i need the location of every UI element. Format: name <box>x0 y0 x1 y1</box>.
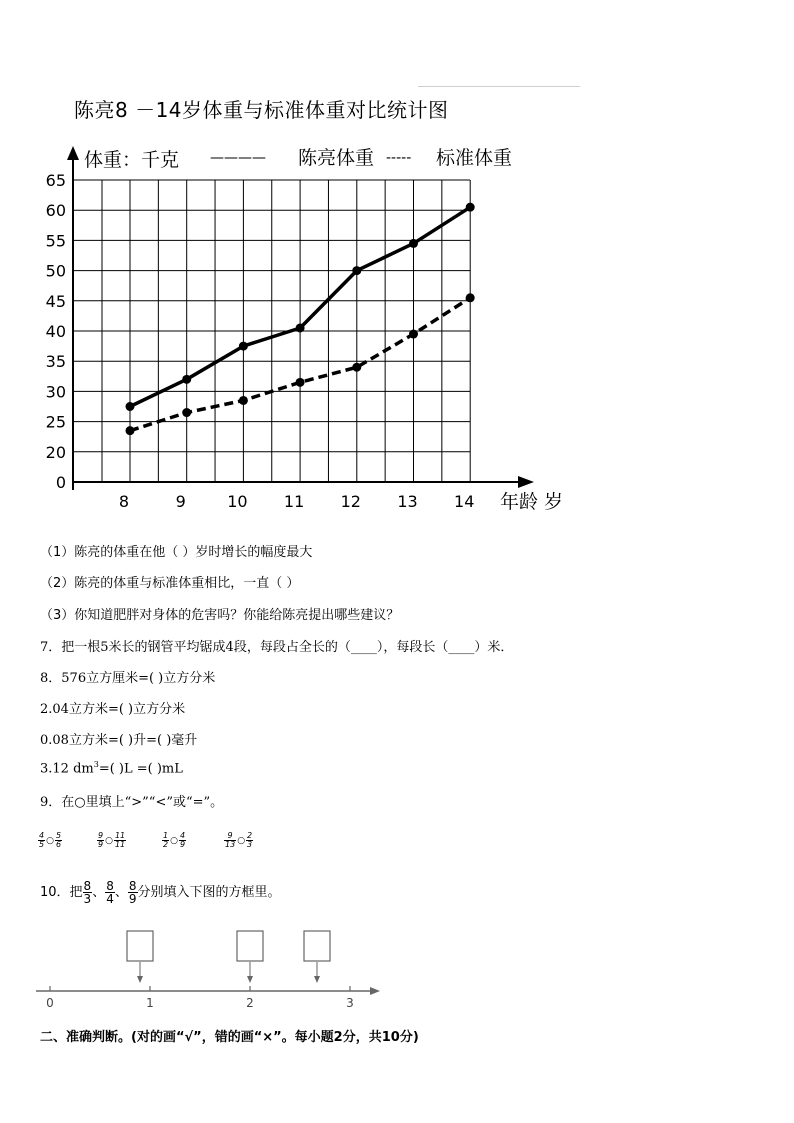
question-8-b: 2.04立方米=( )立方分米 <box>40 702 186 717</box>
answer-arrowhead <box>247 976 253 983</box>
series-1-point <box>182 375 191 384</box>
weight-line-chart <box>0 0 794 530</box>
circle-blank[interactable]: ○ <box>237 835 246 846</box>
series-2-point <box>239 396 248 405</box>
answer-arrowhead <box>314 976 320 983</box>
question-2: （2）陈亮的体重与标准体重相比，一直（ ） <box>40 576 300 591</box>
answer-arrowhead <box>137 976 143 983</box>
question-1: （1）陈亮的体重在他（ ）岁时增长的幅度最大 <box>40 545 313 560</box>
circle-blank[interactable]: ○ <box>105 835 113 846</box>
fraction: $\frac{1}{2}$ <box>163 831 169 849</box>
q8d-prefix: 3.12 dm <box>40 761 94 777</box>
fraction: $\frac{5}{6}$ <box>55 831 62 849</box>
y-tick-label: 0 <box>55 473 66 492</box>
question-8-a: 8．576立方厘米=( )立方分米 <box>40 671 216 686</box>
answer-box <box>304 931 330 961</box>
compare-item-1 <box>38 832 62 849</box>
fraction: $\frac{4}{5}$ <box>39 831 45 849</box>
question-8-c: 0.08立方米=( )升=( )毫升 <box>40 733 198 748</box>
y-tick-label: 30 <box>45 382 66 402</box>
number-line-arrow <box>370 987 380 995</box>
fraction: $\frac{9}{9}$ <box>98 831 104 849</box>
compare-item-3 <box>162 832 186 849</box>
fraction: $\frac{8}{4}$ <box>106 879 114 906</box>
chart-title: 陈亮8 －14岁体重与标准体重对比统计图 <box>74 98 449 122</box>
x-tick-labels <box>119 492 474 511</box>
y-tick-label: 65 <box>45 171 66 190</box>
y-tick-labels <box>46 171 66 492</box>
y-tick-label: 60 <box>45 201 66 221</box>
series-1-point <box>239 342 248 351</box>
fraction: $\frac{9}{13}$ <box>225 831 236 849</box>
x-tick-label: 9 <box>175 492 186 511</box>
number-line-boxes <box>127 931 330 983</box>
question-9: 9．在○里填上“>”“<”或“=”。 <box>40 795 224 810</box>
y-tick-label: 40 <box>45 322 66 341</box>
y-tick-label: 35 <box>45 352 66 372</box>
series-1-point <box>126 402 135 411</box>
series-2-point <box>409 330 418 339</box>
number-line-ticks <box>46 986 354 1010</box>
legend-solid-marker: ———— <box>210 150 266 166</box>
x-axis-arrow <box>518 476 534 488</box>
series-2-point <box>126 426 135 435</box>
series-1-point <box>466 203 475 212</box>
answer-box <box>237 931 263 961</box>
fraction: $\frac{4}{9}$ <box>179 831 186 849</box>
x-tick-label: 8 <box>118 492 130 511</box>
question-10: 10．把 $\frac{8}{3}$ 、 $\frac{8}{4}$ 、 $\frac{8}{9}$ 分别填入下图的方框里。 <box>40 879 281 906</box>
circle-blank[interactable]: ○ <box>46 835 54 846</box>
compare-item-2 <box>97 832 126 849</box>
y-axis-label: 体重：千克 <box>84 149 180 171</box>
x-tick-label: 11 <box>283 492 305 511</box>
series-1-point <box>409 239 418 248</box>
series-1-point <box>296 323 305 332</box>
x-tick-label: 13 <box>397 492 418 511</box>
number-line-label: 3 <box>346 996 354 1010</box>
series-2-point <box>182 408 191 417</box>
series-2-point <box>466 293 475 302</box>
answer-box <box>127 931 153 961</box>
compare-item-4 <box>224 832 253 849</box>
number-line-label: 1 <box>146 996 154 1010</box>
x-tick-label: 14 <box>454 492 475 511</box>
y-tick-label: 20 <box>45 442 66 462</box>
legend-solid-label: 陈亮体重 <box>298 147 375 169</box>
section-2-heading: 二、准确判断。(对的画“√”，错的画“×”。每小题2分，共10分) <box>40 1030 419 1045</box>
q8d-suffix: =( )L =( )mL <box>98 761 183 777</box>
x-axis-label: 年龄 岁 <box>500 491 564 513</box>
x-tick-label: 10 <box>227 492 248 511</box>
fraction: $\frac{8}{3}$ <box>83 879 92 906</box>
legend-dashed-marker: ----- <box>386 150 412 166</box>
series-2-point <box>352 363 361 372</box>
y-tick-label: 50 <box>45 261 66 281</box>
series-1-point <box>352 266 361 275</box>
question-3: （3）你知道肥胖对身体的危害吗？你能给陈亮提出哪些建议？ <box>40 608 400 623</box>
y-axis-arrow <box>67 146 79 160</box>
number-line-label: 0 <box>46 996 54 1010</box>
x-tick-label: 12 <box>340 492 361 511</box>
circle-blank[interactable]: ○ <box>170 835 178 846</box>
fraction: $\frac{2}{3}$ <box>247 831 253 849</box>
fraction: $\frac{8}{9}$ <box>128 879 137 906</box>
question-8-d <box>40 760 183 776</box>
legend-dashed-label: 标准体重 <box>436 147 513 169</box>
fraction: $\frac{11}{11}$ <box>114 831 126 849</box>
chart-legend <box>84 147 512 171</box>
y-tick-label: 25 <box>45 412 66 432</box>
y-tick-label: 45 <box>45 291 66 311</box>
number-line-label: 2 <box>246 996 254 1010</box>
question-7: 7．把一根5米长的钢管平均锯成4段，每段占全长的（____），每段长（____）米． <box>40 640 514 655</box>
q8d-superscript: 3 <box>93 760 99 769</box>
series-2-point <box>296 378 305 387</box>
y-tick-label: 55 <box>45 231 66 251</box>
